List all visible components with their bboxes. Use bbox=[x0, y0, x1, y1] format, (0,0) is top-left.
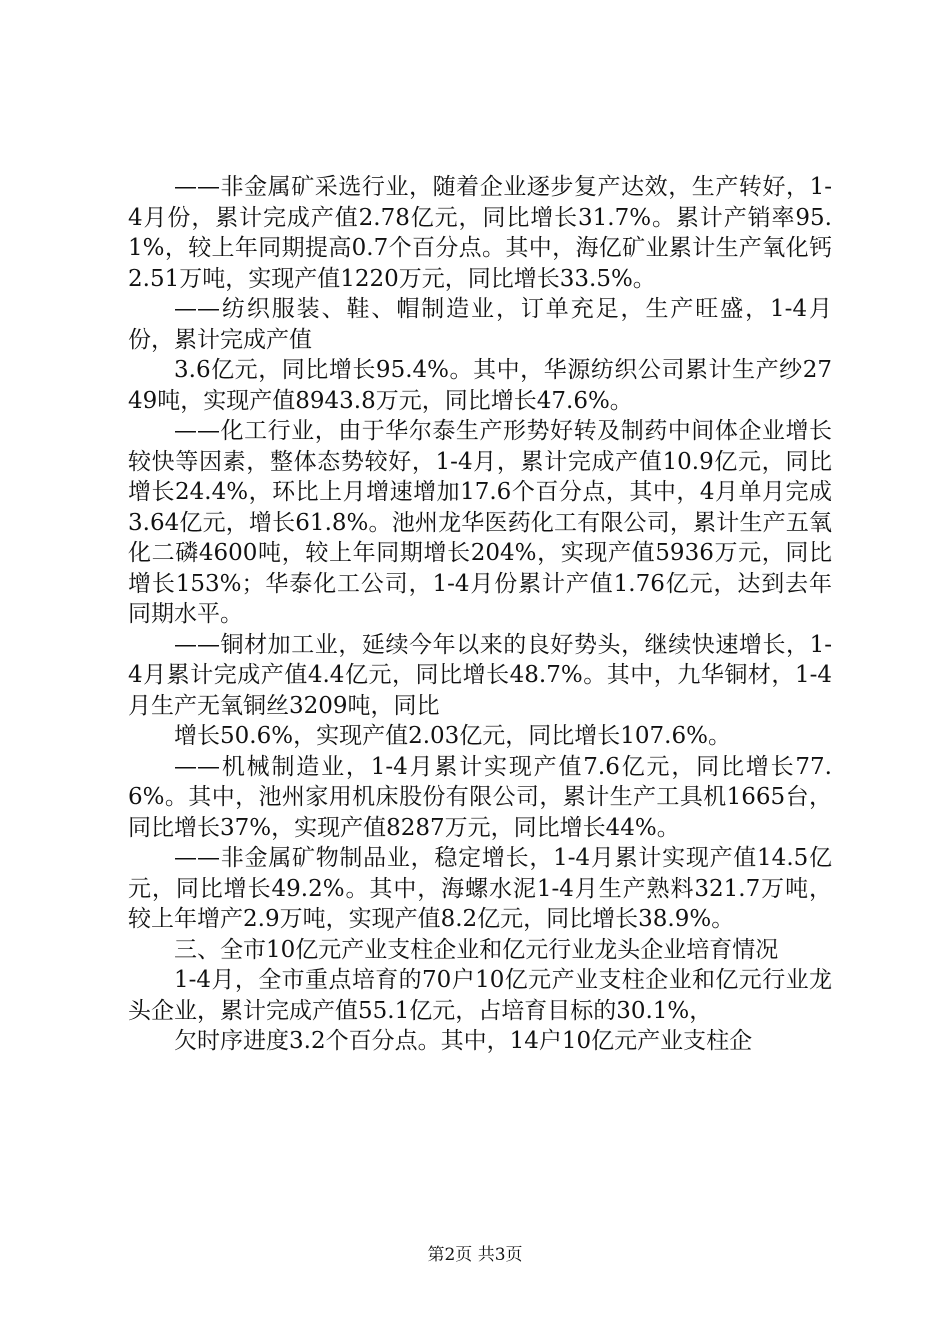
paragraph-nonmetal-products: ——非金属矿物制品业，稳定增长，1-4月累计实现产值14.5亿元，同比增长49.2%。其中，海螺水泥1-4月生产熟料321.7万吨，较上年增产2.9万吨，实现产值8.2亿元，同比增长38.9%。 bbox=[128, 845, 832, 932]
section-heading-3: 三、全市10亿元产业支柱企业和亿元行业龙头企业培育情况 bbox=[174, 936, 779, 963]
document-body bbox=[128, 172, 832, 1057]
page-footer bbox=[0, 1244, 950, 1266]
paragraph-copper-continued: 增长50.6%，实现产值2.03亿元，同比增长107.6%。 bbox=[174, 723, 731, 749]
paragraph-textile-continued: 3.6亿元，同比增长95.4%。其中，华源纺织公司累计生产纱2749吨，实现产值8943.8万元，同比增长47.6%。 bbox=[128, 357, 832, 414]
paragraph-nonmetal-mining: ——非金属矿采选行业，随着企业逐步复产达效，生产转好，1-4月份，累计完成产值2.78亿元，同比增长31.7%。累计产销率95.1%，较上年同期提高0.7个百分点。其中，海亿矿业累计生产氧化钙2.51万吨，实现产值1220万元，同比增长33.5%。 bbox=[128, 174, 832, 292]
paragraph-key-enterprises: 1-4月，全市重点培育的70户10亿元产业支柱企业和亿元行业龙头企业，累计完成产值55.1亿元，占培育目标的30.1%， bbox=[128, 967, 832, 1024]
paragraph-copper: ——铜材加工业，延续今年以来的良好势头，继续快速增长，1-4月累计完成产值4.4亿元，同比增长48.7%。其中，九华铜材，1-4月生产无氧铜丝3209吨，同比 bbox=[128, 631, 832, 719]
page-number-label: 第2页 共3页 bbox=[427, 1245, 523, 1265]
paragraph-textile: ——纺织服装、鞋、帽制造业，订单充足，生产旺盛，1-4月份，累计完成产值 bbox=[128, 296, 832, 353]
paragraph-chemical: ——化工行业，由于华尔泰生产形势好转及制药中间体企业增长较快等因素，整体态势较好，1-4月，累计完成产值10.9亿元，同比增长24.4%，环比上月增速增加17.6个百分点，其中，4月单月完成3.64亿元，增长61.8%。池州龙华医药化工有限公司，累计生产五氧化二磷4600吨，较上年同期增长204%，实现产值5936万元，同比增长153%；华泰化工公司，1-4月份累计产值1.76亿元，达到去年同期水平。 bbox=[128, 418, 832, 627]
paragraph-key-enterprises-continued: 欠时序进度3.2个百分点。其中，14户10亿元产业支柱企 bbox=[174, 1028, 753, 1054]
paragraph-machinery: ——机械制造业，1-4月累计实现产值7.6亿元，同比增长77.6%。其中，池州家用机床股份有限公司，累计生产工具机1665台，同比增长37%，实现产值8287万元，同比增长44%。 bbox=[128, 753, 832, 841]
